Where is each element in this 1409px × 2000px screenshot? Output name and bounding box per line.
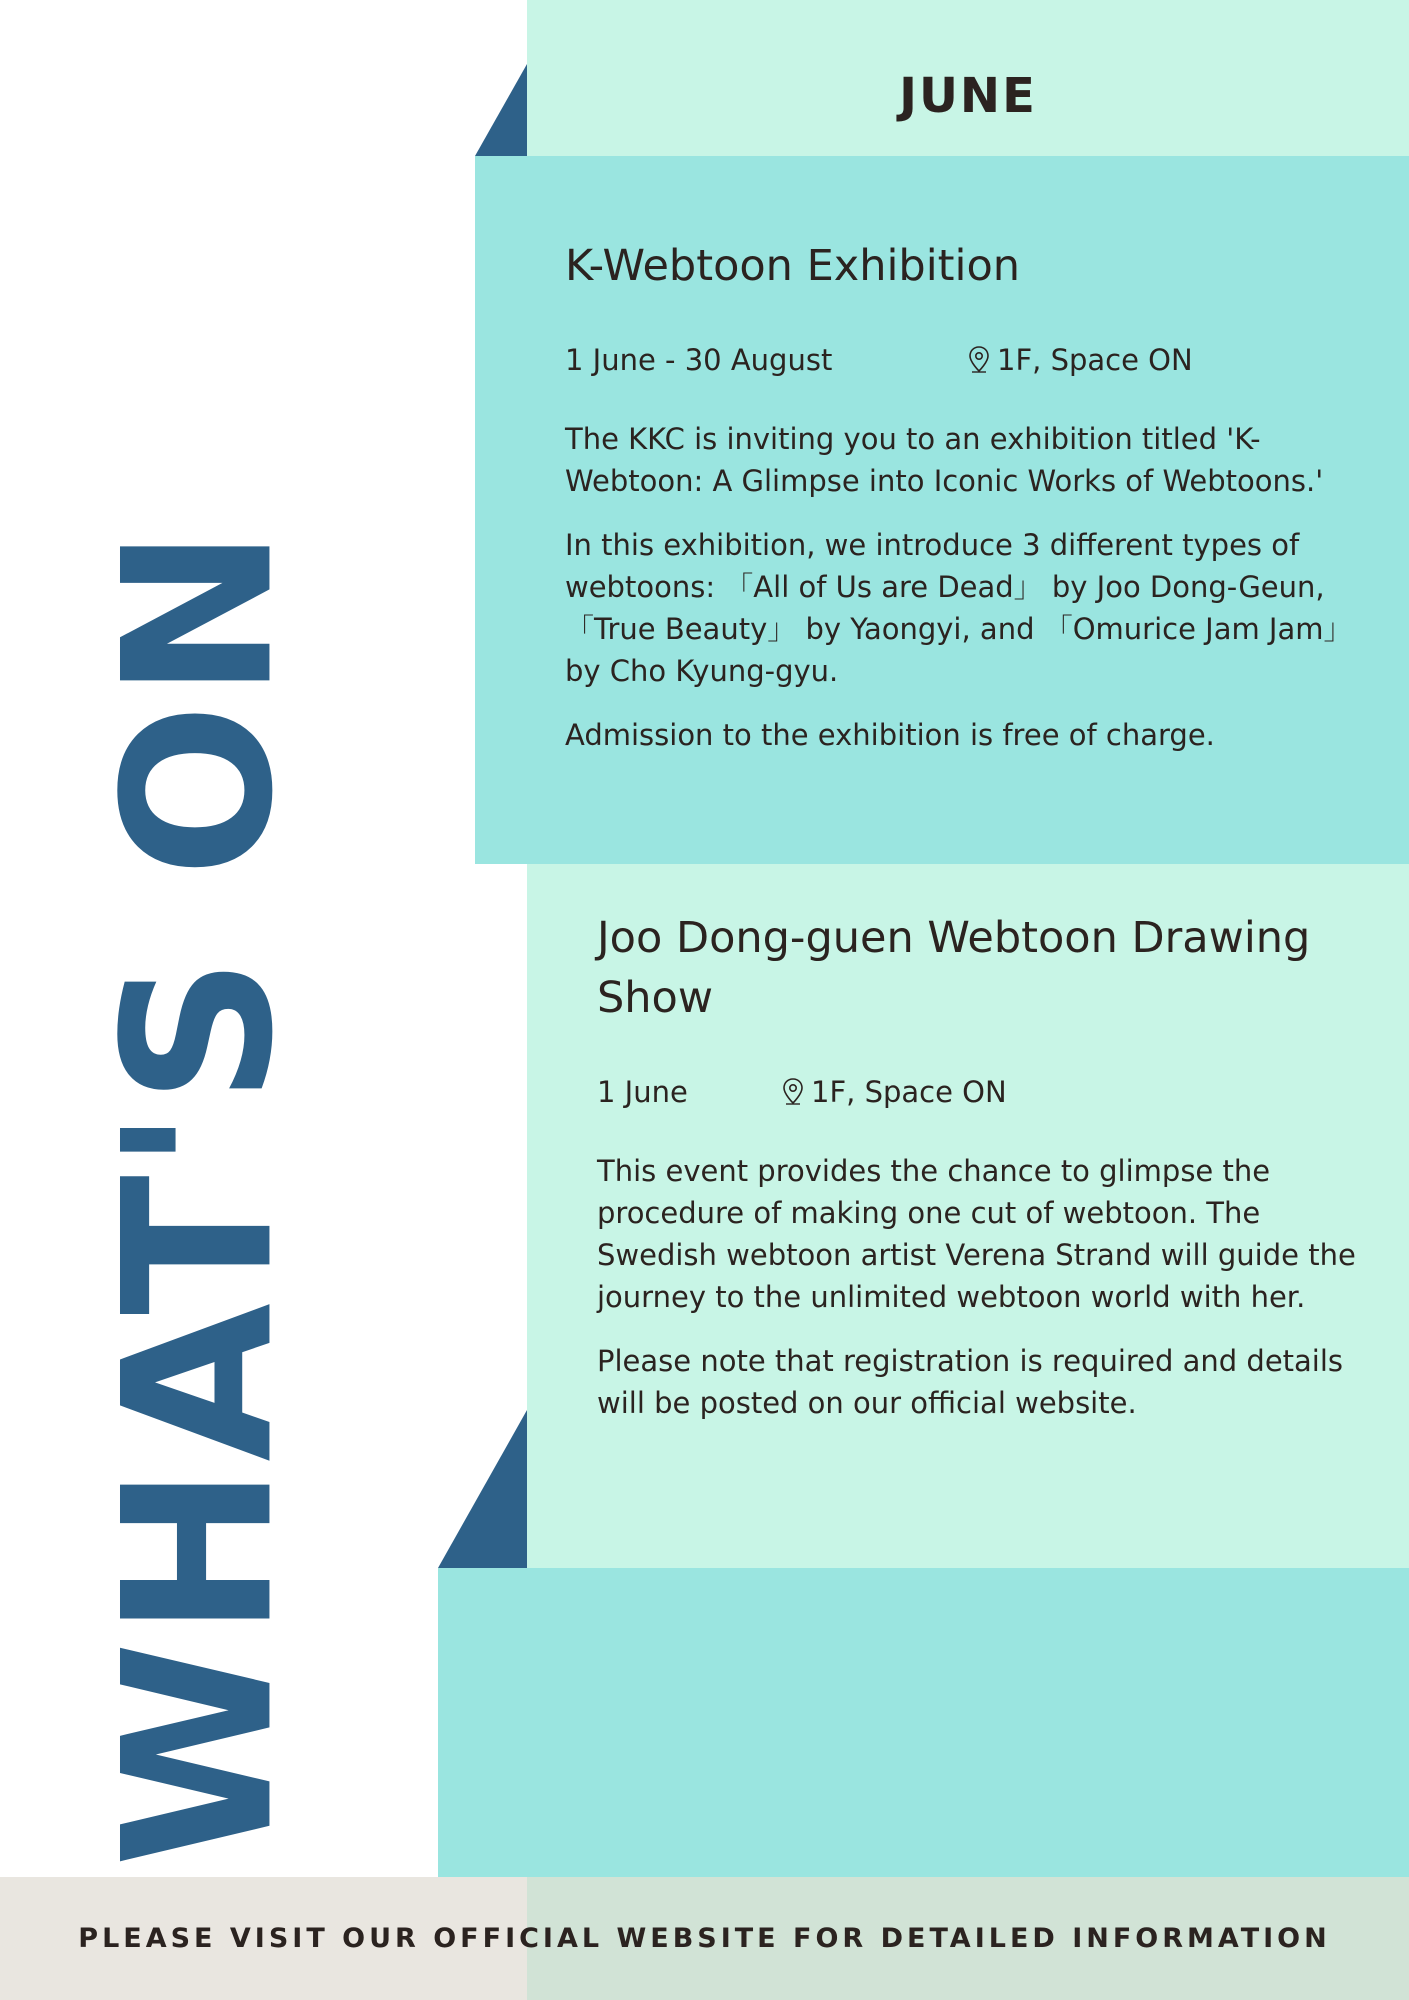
event-description bbox=[565, 418, 1355, 778]
event-paragraph: Please note that registration is required and details will be posted on our official website. bbox=[597, 1344, 1344, 1420]
footer-text: PLEASE VISIT OUR OFFICIAL WEBSITE FOR DETAILED INFORMATION bbox=[78, 1923, 1331, 1954]
event-title: Joo Dong-guen Webtoon Drawing Show bbox=[597, 913, 1311, 1023]
headline-container bbox=[80, 523, 319, 1867]
event-description bbox=[597, 1150, 1382, 1446]
event-paragraph: Admission to the exhibition is free of charge. bbox=[565, 718, 1215, 752]
event-paragraph: The KKC is inviting you to an exhibition titled 'K-Webtoon: A Glimpse into Iconic Works of Webtoons.' bbox=[565, 422, 1324, 498]
event-meta bbox=[597, 1072, 1377, 1112]
event-location-text: 1F, Space ON bbox=[811, 1075, 1007, 1109]
footer-note bbox=[0, 1877, 1409, 2000]
map-pin-icon bbox=[967, 345, 991, 375]
map-pin-icon bbox=[781, 1077, 805, 1107]
event-title: K-Webtoon Exhibition bbox=[565, 241, 1021, 291]
event-paragraph: In this exhibition, we introduce 3 different types of webtoons: 「All of Us are Dead」 by Joo Dong-Geun, 「True Beauty」 by Yaongyi, and 「Omurice Jam Jam」 by Cho Kyung-gyu. bbox=[565, 528, 1353, 688]
month-heading: JUNE bbox=[899, 68, 1037, 124]
event-paragraph: This event provides the chance to glimpse the procedure of making one cut of webtoon. The Swedish webtoon artist Verena Strand will guide the journey to the unlimited webtoon world with her. bbox=[597, 1154, 1356, 1314]
event-location bbox=[967, 340, 1193, 380]
event-location-text: 1F, Space ON bbox=[997, 343, 1193, 377]
whats-on-headline: WHAT'S ON bbox=[80, 523, 319, 1867]
event-location bbox=[781, 1072, 1007, 1112]
decorative-triangle-top bbox=[475, 64, 527, 156]
decorative-triangle-bottom bbox=[438, 1410, 527, 1568]
event-meta bbox=[565, 340, 1365, 380]
event-date: 1 June bbox=[597, 1075, 688, 1109]
event-date: 1 June - 30 August bbox=[565, 343, 833, 377]
bottom-color-block bbox=[438, 1568, 1409, 1877]
